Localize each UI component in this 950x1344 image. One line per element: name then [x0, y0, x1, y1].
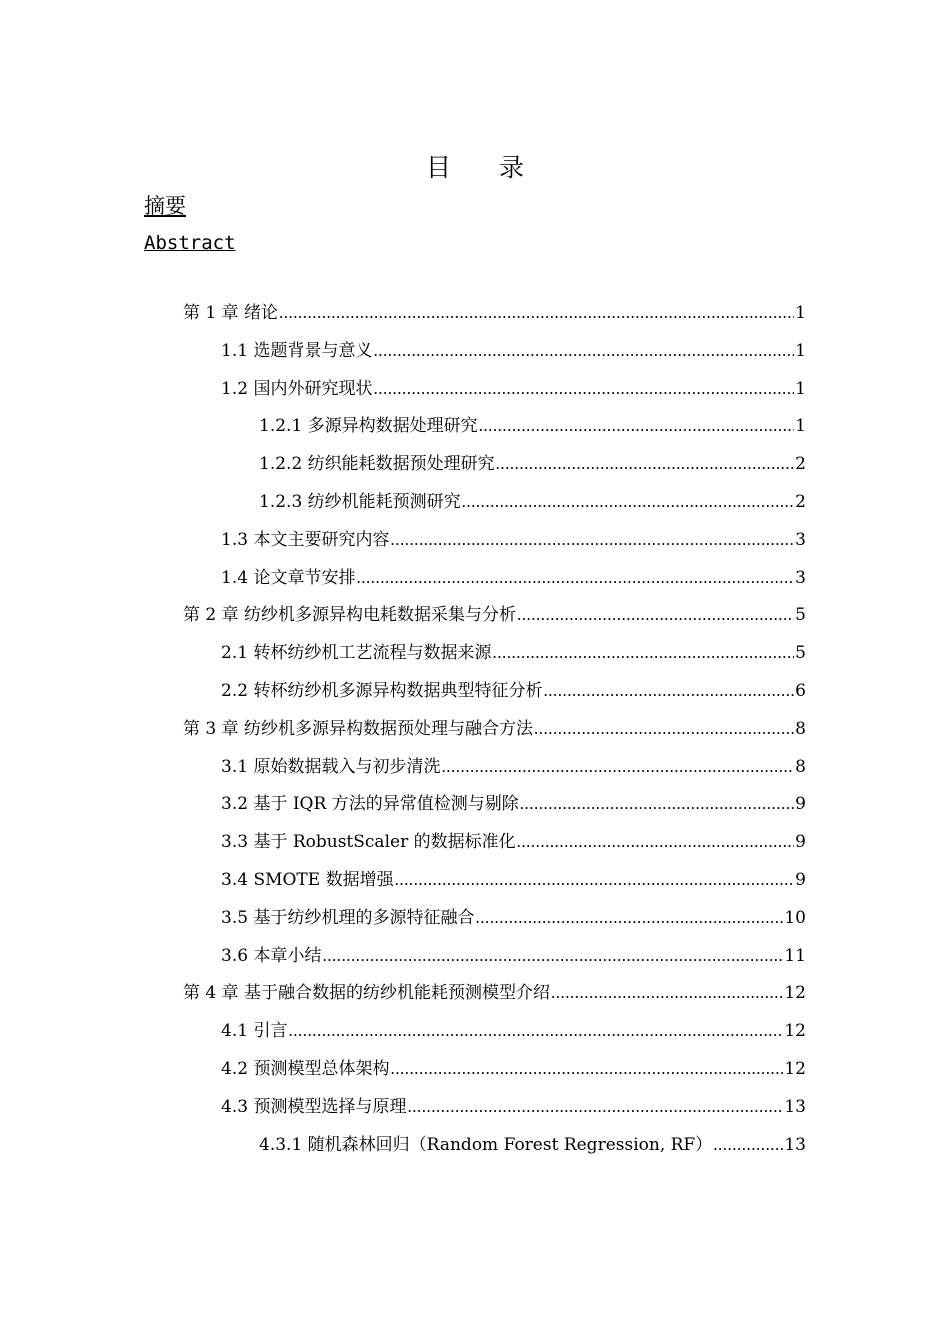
toc-entry[interactable]	[221, 525, 806, 553]
toc-entry[interactable]	[221, 563, 806, 591]
toc-dot-leader	[373, 341, 794, 361]
toc-entry-label: 1.3 本文主要研究内容	[221, 529, 390, 550]
toc-link-abstract-cn[interactable]: 摘要	[144, 194, 186, 218]
toc-entry[interactable]	[221, 1092, 806, 1120]
toc-entry-label: 4.3 预测模型选择与原理	[221, 1096, 407, 1117]
toc-title: 目 录	[426, 153, 544, 182]
toc-entry[interactable]	[183, 600, 806, 628]
toc-entry-label: 1.2.3 纺纱机能耗预测研究	[259, 492, 461, 512]
toc-dot-leader	[322, 946, 783, 966]
toc-entry-page-number: 9	[795, 870, 806, 890]
toc-dot-leader	[475, 908, 783, 928]
toc-entry-label: 3.5 基于纺纱机理的多源特征融合	[221, 907, 475, 928]
toc-entry-label: 2.2 转杯纺纱机多源异构数据典型特征分析	[221, 681, 543, 701]
toc-dot-leader	[479, 416, 795, 436]
toc-entry-page-number: 6	[795, 681, 806, 701]
toc-entry[interactable]	[259, 487, 806, 515]
toc-entry[interactable]	[221, 676, 806, 704]
toc-entry-page-number: 10	[784, 907, 806, 928]
toc-entry-page-number: 9	[795, 832, 806, 853]
toc-entry[interactable]	[183, 978, 806, 1006]
toc-dot-leader	[534, 719, 794, 739]
toc-entry[interactable]	[259, 449, 806, 477]
toc-entry-label: 1.1 选题背景与意义	[221, 340, 373, 361]
toc-dot-leader	[551, 983, 783, 1003]
toc-entry-label: 1.2.1 多源异构数据处理研究	[259, 416, 478, 437]
toc-entry-page-number: 5	[795, 605, 806, 626]
toc-entry-page-number: 1	[795, 303, 806, 323]
toc-entry-label: 3.2 基于 IQR 方法的异常值检测与剔除	[221, 794, 519, 815]
toc-entry[interactable]	[221, 374, 806, 402]
toc-dot-leader	[492, 643, 794, 663]
toc-entry-label: 1.2.2 纺织能耗数据预处理研究	[259, 454, 495, 475]
toc-entry[interactable]	[221, 827, 806, 855]
toc-dot-leader	[496, 454, 795, 474]
toc-entry[interactable]	[221, 336, 806, 364]
toc-entry-label: 4.2 预测模型总体架构	[221, 1059, 390, 1079]
toc-entry-page-number: 12	[784, 983, 806, 1004]
toc-entry[interactable]	[221, 1016, 806, 1044]
toc-dot-leader	[520, 794, 794, 814]
toc-entry-page-number: 8	[795, 718, 806, 739]
toc-entry[interactable]	[221, 865, 806, 893]
toc-dot-leader	[373, 379, 794, 399]
toc-entry-page-number: 1	[795, 416, 806, 437]
toc-entry-label: 3.6 本章小结	[221, 945, 322, 966]
toc-entry[interactable]	[183, 714, 806, 742]
toc-dot-leader	[441, 757, 794, 777]
toc-entry-label: 第 1 章 绪论	[183, 303, 279, 323]
toc-dot-leader	[517, 605, 794, 625]
toc-dot-leader	[390, 530, 794, 550]
toc-entry-page-number: 13	[784, 1096, 806, 1117]
toc-entry-label: 3.1 原始数据载入与初步清洗	[221, 756, 441, 777]
toc-entry[interactable]	[221, 638, 806, 666]
toc-entry-page-number: 12	[784, 1059, 806, 1079]
toc-dot-leader	[279, 303, 794, 323]
toc-entry-page-number: 1	[795, 378, 806, 399]
toc-entry-page-number: 13	[784, 1134, 806, 1155]
toc-entry[interactable]	[221, 1054, 806, 1082]
toc-dot-leader	[356, 568, 794, 588]
toc-entry[interactable]	[221, 789, 806, 817]
toc-entry-page-number: 11	[784, 945, 806, 966]
toc-dot-leader	[462, 492, 795, 512]
toc-entry[interactable]	[221, 903, 806, 931]
toc-entry-page-number: 2	[795, 492, 806, 512]
toc-dot-leader	[390, 1059, 783, 1079]
toc-dot-leader	[288, 1021, 783, 1041]
toc-entry[interactable]	[221, 752, 806, 780]
toc-entry-label: 3.3 基于 RobustScaler 的数据标准化	[221, 832, 516, 853]
toc-entry-label: 4.1 引言	[221, 1021, 288, 1042]
toc-entry-label: 第 3 章 纺纱机多源异构数据预处理与融合方法	[183, 718, 534, 739]
toc-entry-page-number: 8	[795, 756, 806, 777]
toc-entry-page-number: 2	[795, 454, 806, 475]
toc-entry-page-number: 1	[795, 340, 806, 361]
toc-dot-leader	[407, 1097, 783, 1117]
toc-dot-leader	[517, 832, 795, 852]
toc-dot-leader	[543, 681, 794, 701]
toc-entry-page-number: 9	[795, 794, 806, 815]
toc-entry[interactable]	[183, 298, 806, 326]
toc-entry-label: 2.1 转杯纺纱机工艺流程与数据来源	[221, 643, 492, 664]
toc-entry-label: 3.4 SMOTE 数据增强	[221, 870, 394, 890]
toc-link-abstract-en[interactable]: Abstract	[144, 232, 236, 254]
toc-entry-page-number: 3	[795, 567, 806, 588]
toc-entry-label: 1.2 国内外研究现状	[221, 378, 373, 399]
toc-entry-label: 1.4 论文章节安排	[221, 567, 356, 588]
toc-entry-page-number: 5	[795, 643, 806, 664]
toc-entry[interactable]	[259, 1130, 806, 1158]
toc-entry-label: 4.3.1 随机森林回归（Random Forest Regression, RF）	[259, 1134, 713, 1155]
toc-entry[interactable]	[221, 941, 806, 969]
toc-entry-page-number: 3	[795, 529, 806, 550]
toc-entry[interactable]	[259, 411, 806, 439]
toc-dot-leader	[713, 1135, 783, 1155]
toc-entry-label: 第 2 章 纺纱机多源异构电耗数据采集与分析	[183, 605, 517, 626]
toc-dot-leader	[395, 870, 795, 890]
toc-entry-label: 第 4 章 基于融合数据的纺纱机能耗预测模型介绍	[183, 983, 551, 1004]
toc-entry-page-number: 12	[784, 1021, 806, 1042]
